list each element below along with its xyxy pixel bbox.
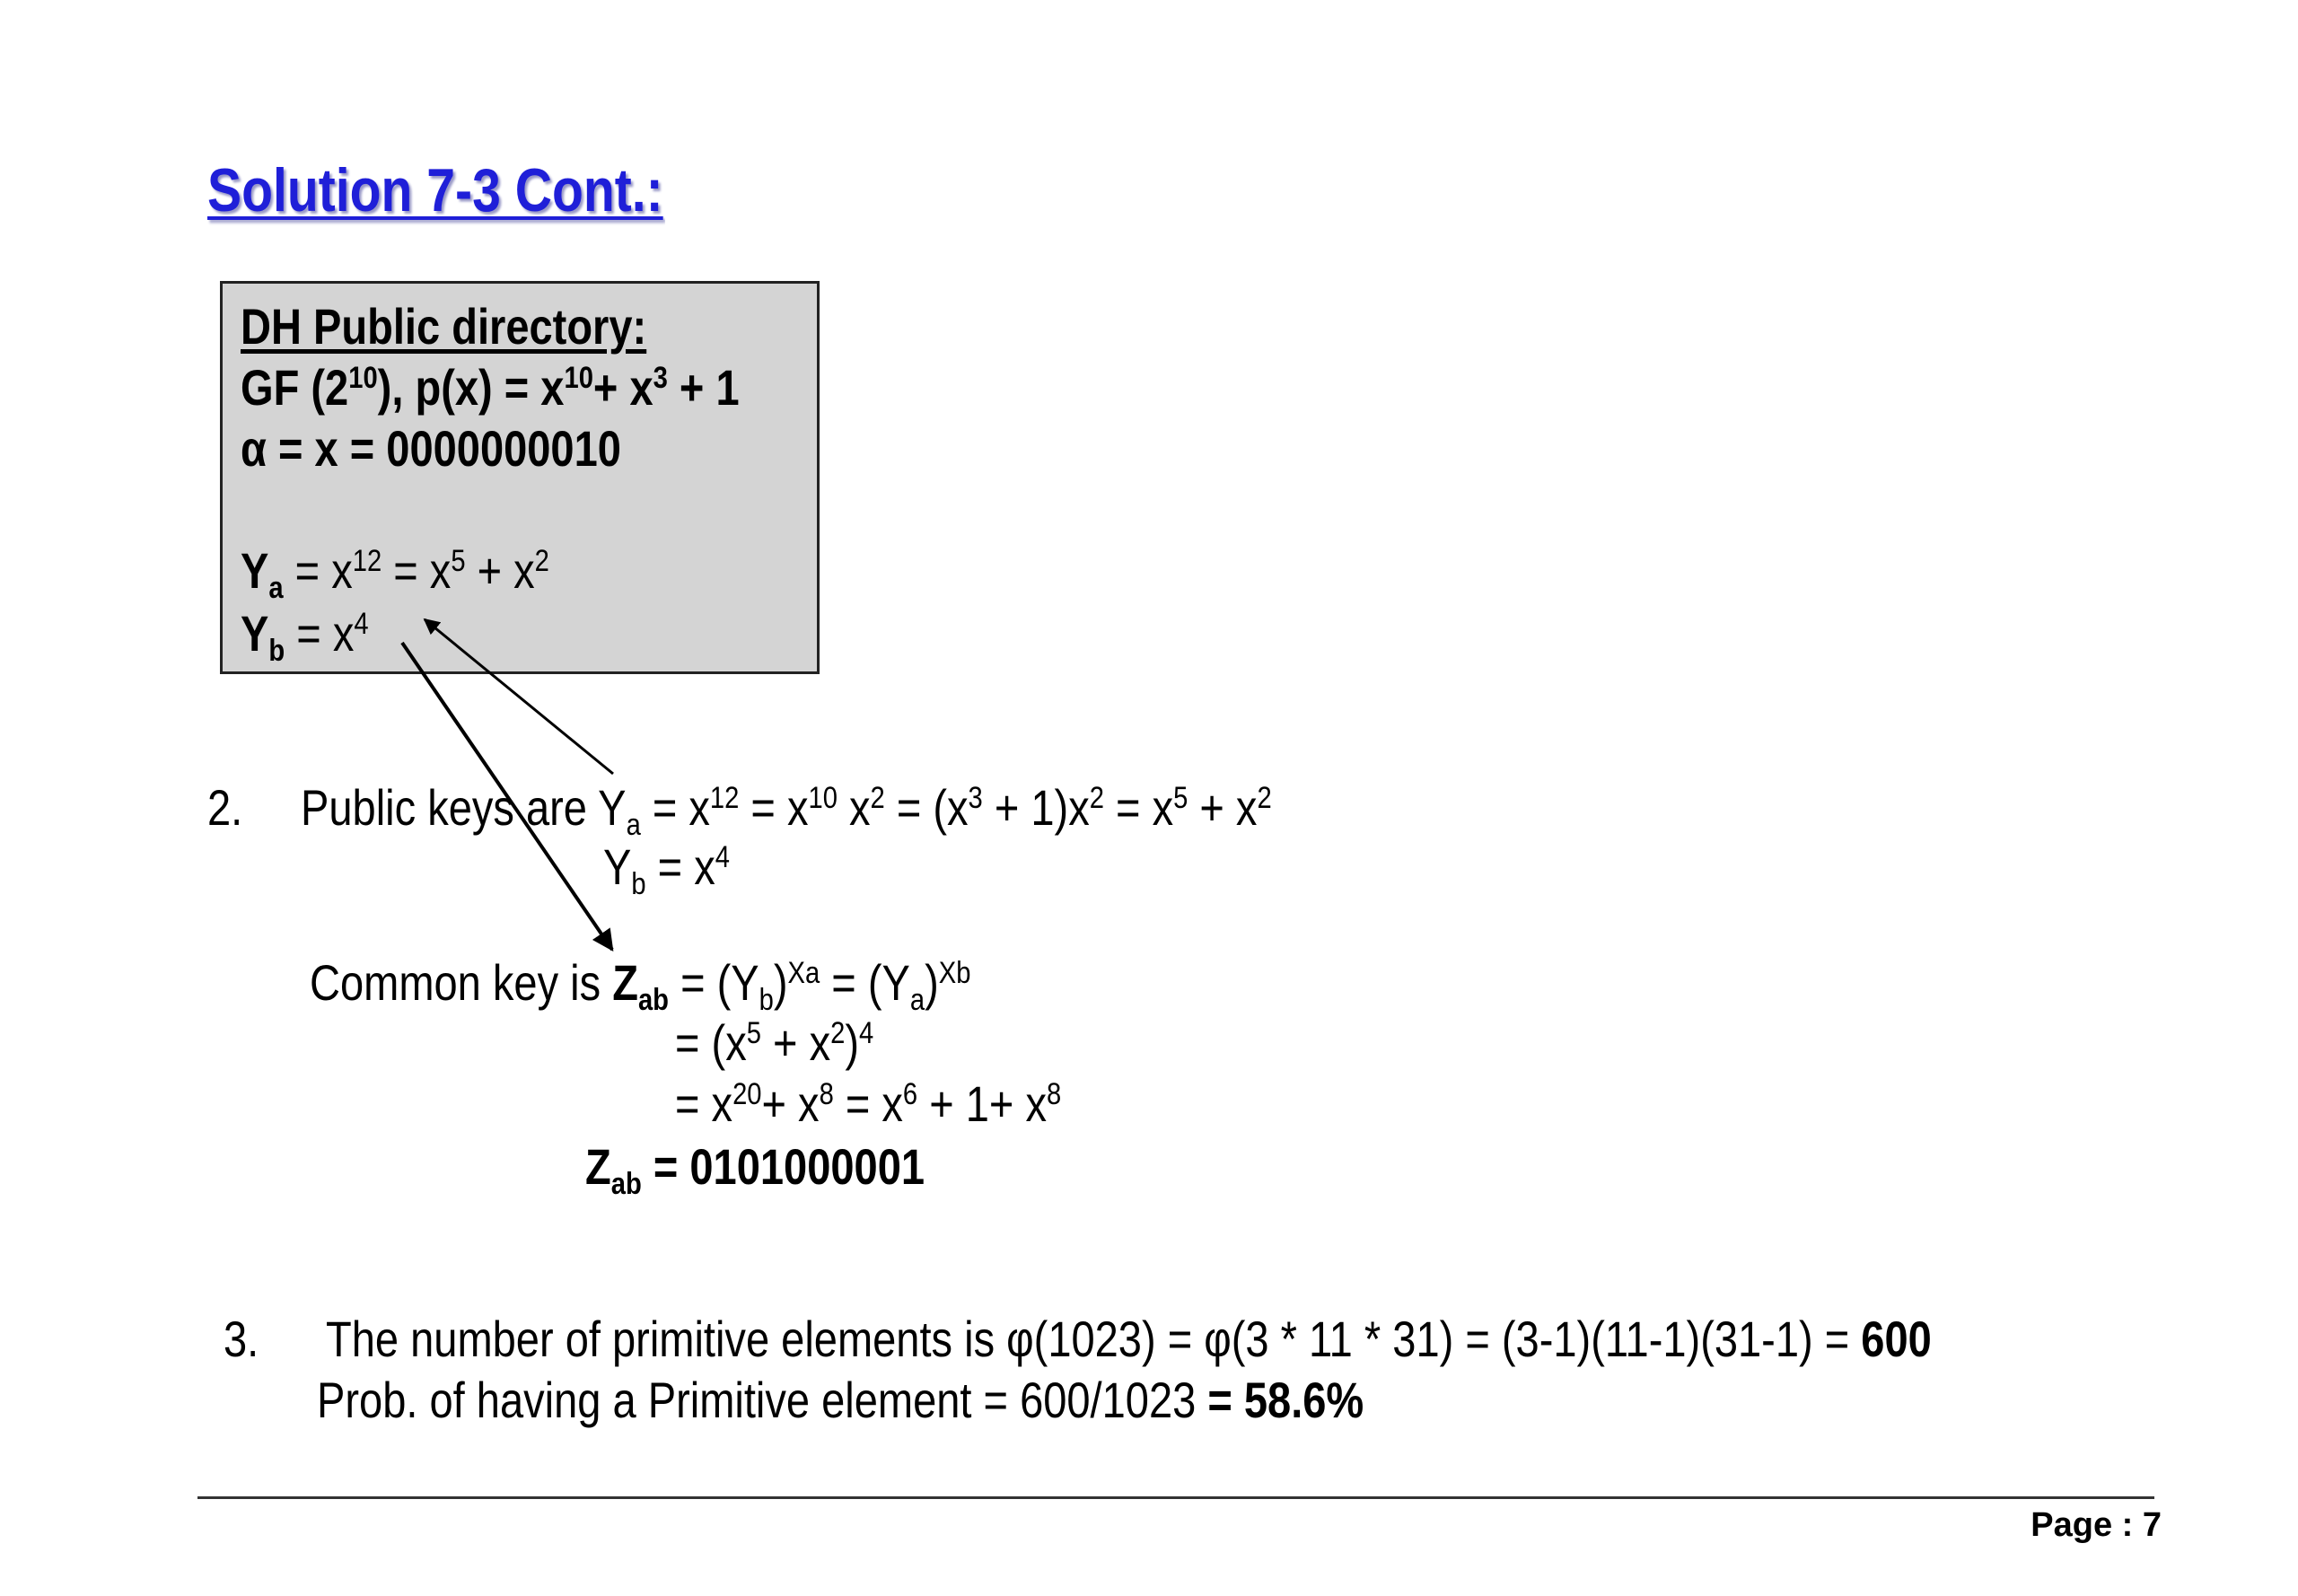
- page-number: Page : 7: [2030, 1506, 2162, 1544]
- step2-public-keys-line: Public keys are $Y_a = x^{12} = x^{10}$ $x^2 = (x^3 + 1)x^2 = x^5 + x^2$: [301, 779, 1272, 843]
- step3-probability-line: Prob. of having a Primitive element = 600/1023 = 58.6%: [317, 1372, 1364, 1428]
- step3-number: 3.: [224, 1311, 259, 1367]
- step2-number: 2.: [207, 779, 243, 836]
- arrow-yb-to-common-key: [402, 643, 612, 950]
- common-key-eq2: = $(x^5 + x^2)^4$: [675, 1014, 874, 1071]
- directory-yb-line: $Y_b = x^4$: [241, 605, 369, 669]
- directory-alpha-line: α = x = 0000000010: [241, 420, 621, 477]
- footer-divider: [197, 1496, 2154, 1499]
- directory-heading: DH Public directory:: [241, 298, 647, 355]
- zab-result-line: $Z_{ab} = 0101000001$: [585, 1138, 925, 1202]
- page-title: Solution 7-3 Cont.:: [207, 156, 663, 224]
- directory-gf-line: GF $(2^{10})$, $p(x) = x^{10}+ x^3 + 1$: [241, 359, 740, 416]
- common-key-eq3: = $x^{20}+ x^8 = x^6 + 1+ x^8$: [675, 1075, 1062, 1132]
- arrow-ya-to-directory: [425, 619, 613, 774]
- step3-primitive-count-line: The number of primitive elements is φ(1023) = φ(3 * 11 * 31) = (3-1)(11-1)(31-1) = 600: [326, 1311, 1932, 1367]
- step2-yb-line: $Y_b = x^4$: [603, 838, 730, 902]
- directory-ya-line: $Y_a = x^{12} = x^5 + x^2$: [241, 542, 549, 606]
- common-key-line: Common key is $Z_{ab} = (Y_b)^{Xa} = (Y_a)^{Xb}$: [310, 954, 971, 1018]
